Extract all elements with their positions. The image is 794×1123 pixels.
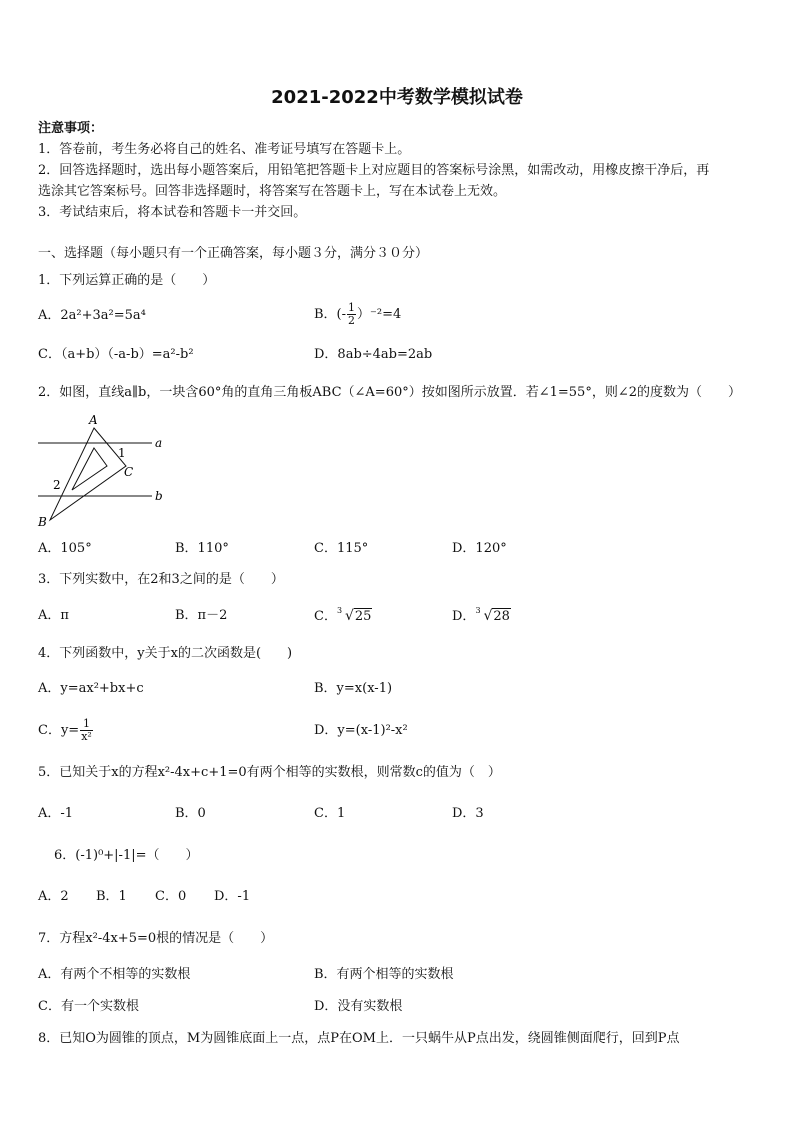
question-3-option-c — [314, 607, 372, 626]
question-3-option-d — [452, 607, 511, 626]
cube-root-28 — [475, 607, 510, 626]
question-7-option-d: D．没有实数根 — [314, 999, 403, 1014]
question-4-option-c — [38, 716, 94, 746]
fraction-numerator: 1 — [348, 301, 356, 314]
root-index: 3 — [336, 606, 343, 615]
question-3-option-b: B．π－2 — [175, 608, 228, 623]
question-1-option-c: C．（a+b）（-a-b）=a²-b² — [38, 347, 194, 362]
fraction-numerator: 1 — [80, 718, 93, 731]
cube-root-25 — [337, 607, 372, 626]
radicand: 28 — [493, 609, 510, 624]
question-1-option-b — [314, 300, 401, 330]
question-1-option-a: A．2a²+3a²=5a⁴ — [38, 308, 146, 323]
question-6-option-a: A．2 — [38, 889, 69, 904]
question-6-stem: 6．(-1)⁰+|-1|=（ ） — [54, 848, 199, 863]
question-2-option-b: B．110° — [175, 541, 229, 556]
question-5-option-c: C．1 — [314, 806, 346, 821]
question-6-option-c: C．0 — [155, 889, 187, 904]
root-index: 3 — [475, 606, 481, 615]
question-4-option-b: B．y=x(x-1) — [314, 681, 393, 696]
note-item-1: 1．答卷前，考生务必将自己的姓名、准考证号填写在答题卡上。 — [38, 142, 411, 157]
note-item-2-cont: 选涂其它答案标号。回答非选择题时，将答案写在答题卡上，写在本试卷上无效。 — [38, 184, 507, 199]
page-title: 2021-2022中考数学模拟试卷 — [271, 87, 523, 108]
label-angle-1: 1 — [118, 446, 126, 460]
question-4-option-a: A．y=ax²+bx+c — [38, 681, 144, 696]
label-a: a — [155, 436, 163, 450]
label-C: C — [124, 465, 134, 479]
label-B: B — [38, 515, 47, 529]
question-2-option-d: D．120° — [452, 541, 507, 556]
question-6-option-d: D．-1 — [214, 889, 251, 904]
note-item-2: 2．回答选择题时，选出每小题答案后，用铅笔把答题卡上对应题目的答案标号涂黑，如需改动，用橡皮擦干净后，再 — [38, 163, 710, 178]
question-7-option-c: C．有一个实数根 — [38, 999, 139, 1014]
question-8-stem: 8．已知O为圆锥的顶点，M为圆锥底面上一点，点P在OM上．一只蜗牛从P点出发，绕圆锥侧面爬行，回到P点 — [38, 1031, 680, 1046]
question-5-stem: 5．已知关于x的方程x²-4x+c+1=0有两个相等的实数根，则常数c的值为（ ） — [38, 765, 501, 780]
note-item-3: 3．考试结束后，将本试卷和答题卡一并交回。 — [38, 205, 307, 220]
question-7-option-a: A．有两个不相等的实数根 — [38, 967, 191, 982]
label-A: A — [89, 413, 98, 427]
question-6-option-b: B．1 — [96, 889, 127, 904]
question-5-option-d: D．3 — [452, 806, 484, 821]
question-3-option-a: A．π — [38, 608, 69, 623]
question-5-option-a: A．-1 — [38, 806, 74, 821]
radicand: 25 — [354, 609, 372, 624]
question-4-stem: 4．下列函数中，y关于x的二次函数是( ) — [38, 646, 293, 661]
fraction-one-half — [347, 302, 356, 327]
question-2-option-c: C．115° — [314, 541, 369, 556]
outer-triangle — [50, 428, 126, 520]
option-b-suffix: ）⁻²=4 — [357, 307, 402, 322]
label-angle-2: 2 — [53, 478, 61, 492]
question-4-option-d: D．y=(x-1)²-x² — [314, 723, 408, 738]
question-3-stem: 3．下列实数中，在2和3之间的是（ ） — [38, 572, 284, 587]
radical-icon: √ — [344, 608, 354, 624]
question-2-option-a: A．105° — [38, 541, 92, 556]
question-7-stem: 7．方程x²-4x+5=0根的情况是（ ） — [38, 931, 274, 946]
radical-icon: √ — [483, 608, 493, 624]
fraction-denominator: x² — [81, 730, 92, 743]
fraction-denominator: 2 — [348, 314, 356, 327]
option-c-prefix: C．y= — [38, 723, 80, 738]
question-7-option-b: B．有两个相等的实数根 — [314, 967, 454, 982]
option-b-prefix: B．(- — [314, 307, 347, 322]
option-c-prefix: C． — [314, 609, 337, 624]
question-1-option-d: D．8ab÷4ab=2ab — [314, 347, 433, 362]
label-b: b — [155, 489, 163, 503]
option-d-prefix: D． — [452, 609, 476, 624]
question-5-option-b: B．0 — [175, 806, 206, 821]
question-2-stem: 2．如图，直线a∥b，一块含60°角的直角三角板ABC（∠A=60°）按如图所示放置．若∠1=55°，则∠2的度数为（ ） — [38, 385, 741, 400]
notes-heading: 注意事项： — [38, 121, 104, 136]
fraction-one-over-x-squared — [80, 718, 93, 743]
question-1-stem: 1．下列运算正确的是（ ） — [38, 273, 216, 288]
section-heading: 一、选择题（每小题只有一个正确答案，每小题３分，满分３０分） — [38, 246, 429, 261]
triangle-parallel-lines-figure — [32, 410, 172, 530]
